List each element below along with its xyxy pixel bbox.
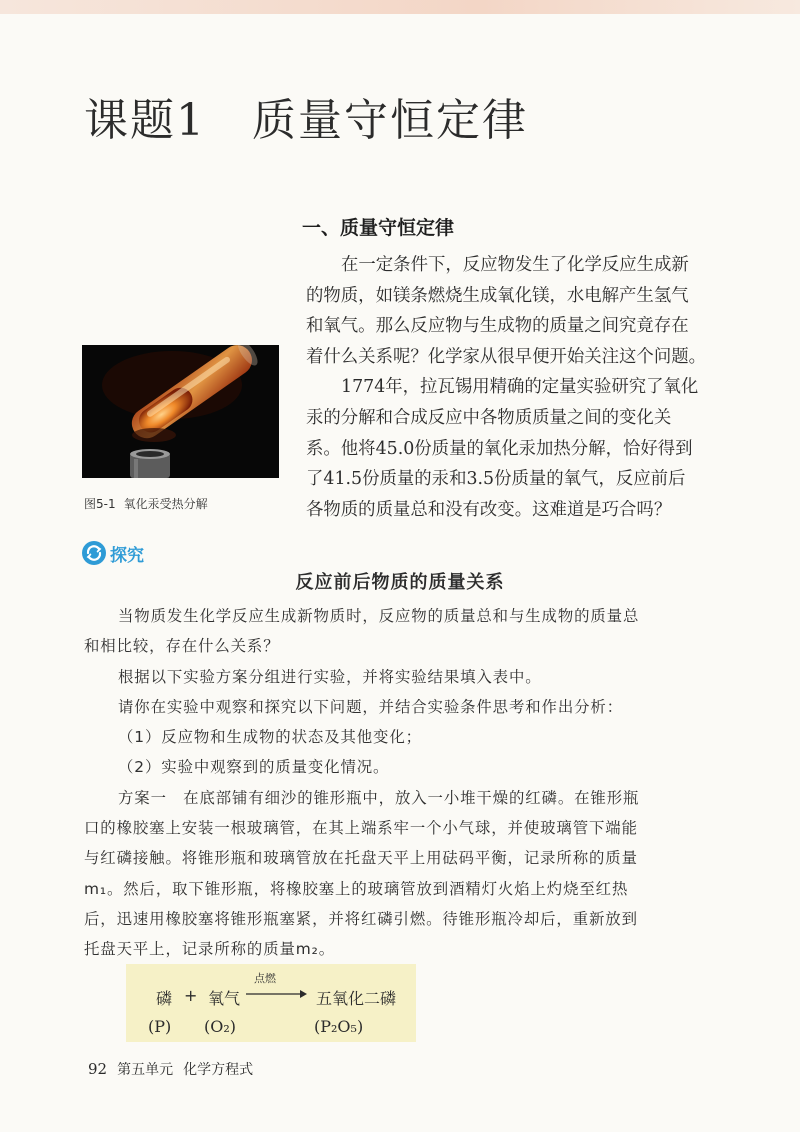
formula-p: (P) <box>148 1017 172 1036</box>
text-line: 了41.5份质量的汞和3.5份质量的氧气，反应前后 <box>306 469 686 490</box>
text-line: 系。他将45.0份质量的氧化汞加热分解，恰好得到 <box>306 438 693 459</box>
explore-badge <box>82 540 144 566</box>
text-line: 与红磷接触。将锥形瓶和玻璃管放在托盘天平上用砝码平衡，记录所称的质量 <box>84 849 638 868</box>
text-line: 着什么关系呢？化学家从很早便开始关注这个问题。 <box>306 346 706 367</box>
text-line: 请你在实验中观察和探究以下问题，并结合实验条件思考和作出分析： <box>118 697 624 716</box>
explore-swirl-icon <box>82 541 106 565</box>
text-line: 当物质发生化学反应生成新物质时，反应物的质量总和与生成物的质量总 <box>118 607 640 625</box>
chapter-label: 化学方程式 <box>183 1062 254 1078</box>
text-line: 和氧气。那么反应物与生成物的质量之间究竟存在 <box>306 316 689 337</box>
explore-label: 探究 <box>110 545 144 566</box>
formula-o2: (O₂) <box>204 1017 237 1036</box>
explore-title: 反应前后物质的质量关系 <box>295 572 505 593</box>
text-line: 在一定条件下，反应物发生了化学反应生成新 <box>341 255 689 275</box>
text-line: 根据以下实验方案分组进行实验，并将实验结果填入表中。 <box>118 667 542 686</box>
reactant-phosphorus: 磷 <box>156 989 173 1008</box>
formula-p2o5: (P₂O₅) <box>314 1017 364 1036</box>
test-tube-illustration <box>82 345 279 478</box>
text-line: 的物质，如镁条燃烧生成氧化镁，水电解产生氢气 <box>306 285 689 306</box>
lesson-name: 质量守恒定律 <box>252 95 528 146</box>
text-line: 口的橡胶塞上安装一根玻璃管，在其上端系牢一个小气球，并使玻璃管下端能 <box>84 819 638 838</box>
lesson-title <box>84 84 528 148</box>
text-line: （1）反应物和生成物的状态及其他变化； <box>118 728 422 747</box>
text-line: m₁。然后，取下锥形瓶，将橡胶塞上的玻璃管放到酒精灯火焰上灼烧至红热 <box>84 879 629 898</box>
mercury-oxide-photo <box>82 345 279 478</box>
section-intro-text <box>306 250 758 525</box>
lesson-number: 课题1 <box>84 95 206 146</box>
figure-caption <box>84 495 208 512</box>
reaction-condition: 点燃 <box>254 972 276 985</box>
page-number: 92 <box>88 1060 108 1078</box>
text-line: 后，迅速用橡胶塞将锥形瓶塞紧，并将红磷引燃。待锥形瓶冷却后，重新放到 <box>84 909 638 928</box>
product-p2o5: 五氧化二磷 <box>316 989 397 1008</box>
text-line: 1774年，拉瓦锡用精确的定量实验研究了氧化 <box>341 377 699 398</box>
reactant-oxygen: 氧气 <box>208 989 241 1008</box>
text-line: 托盘天平上，记录所称的质量m₂。 <box>84 940 336 959</box>
text-line: 汞的分解和合成反应中各物质质量之间的变化关 <box>306 407 672 428</box>
chemical-equation-box <box>126 964 416 1042</box>
figure-caption-text: 氧化汞受热分解 <box>123 497 208 511</box>
explore-body-text <box>84 601 732 965</box>
section-heading: 一、质量守恒定律 <box>302 217 455 239</box>
figure-number: 图5-1 <box>84 497 116 511</box>
top-color-band <box>0 0 800 14</box>
plus-sign: + <box>184 986 198 1005</box>
text-line: 方案一 在底部铺有细沙的锥形瓶中，放入一小堆干燥的红磷。在锥形瓶 <box>118 788 640 807</box>
reaction-arrow-icon <box>246 988 308 1000</box>
text-line: 和相比较，存在什么关系？ <box>84 637 280 656</box>
text-line: 各物质的质量总和没有改变。这难道是巧合吗？ <box>306 499 672 520</box>
text-line: （2）实验中观察到的质量变化情况。 <box>118 758 390 777</box>
unit-label: 第五单元 <box>117 1062 174 1078</box>
page-footer <box>88 1059 253 1079</box>
